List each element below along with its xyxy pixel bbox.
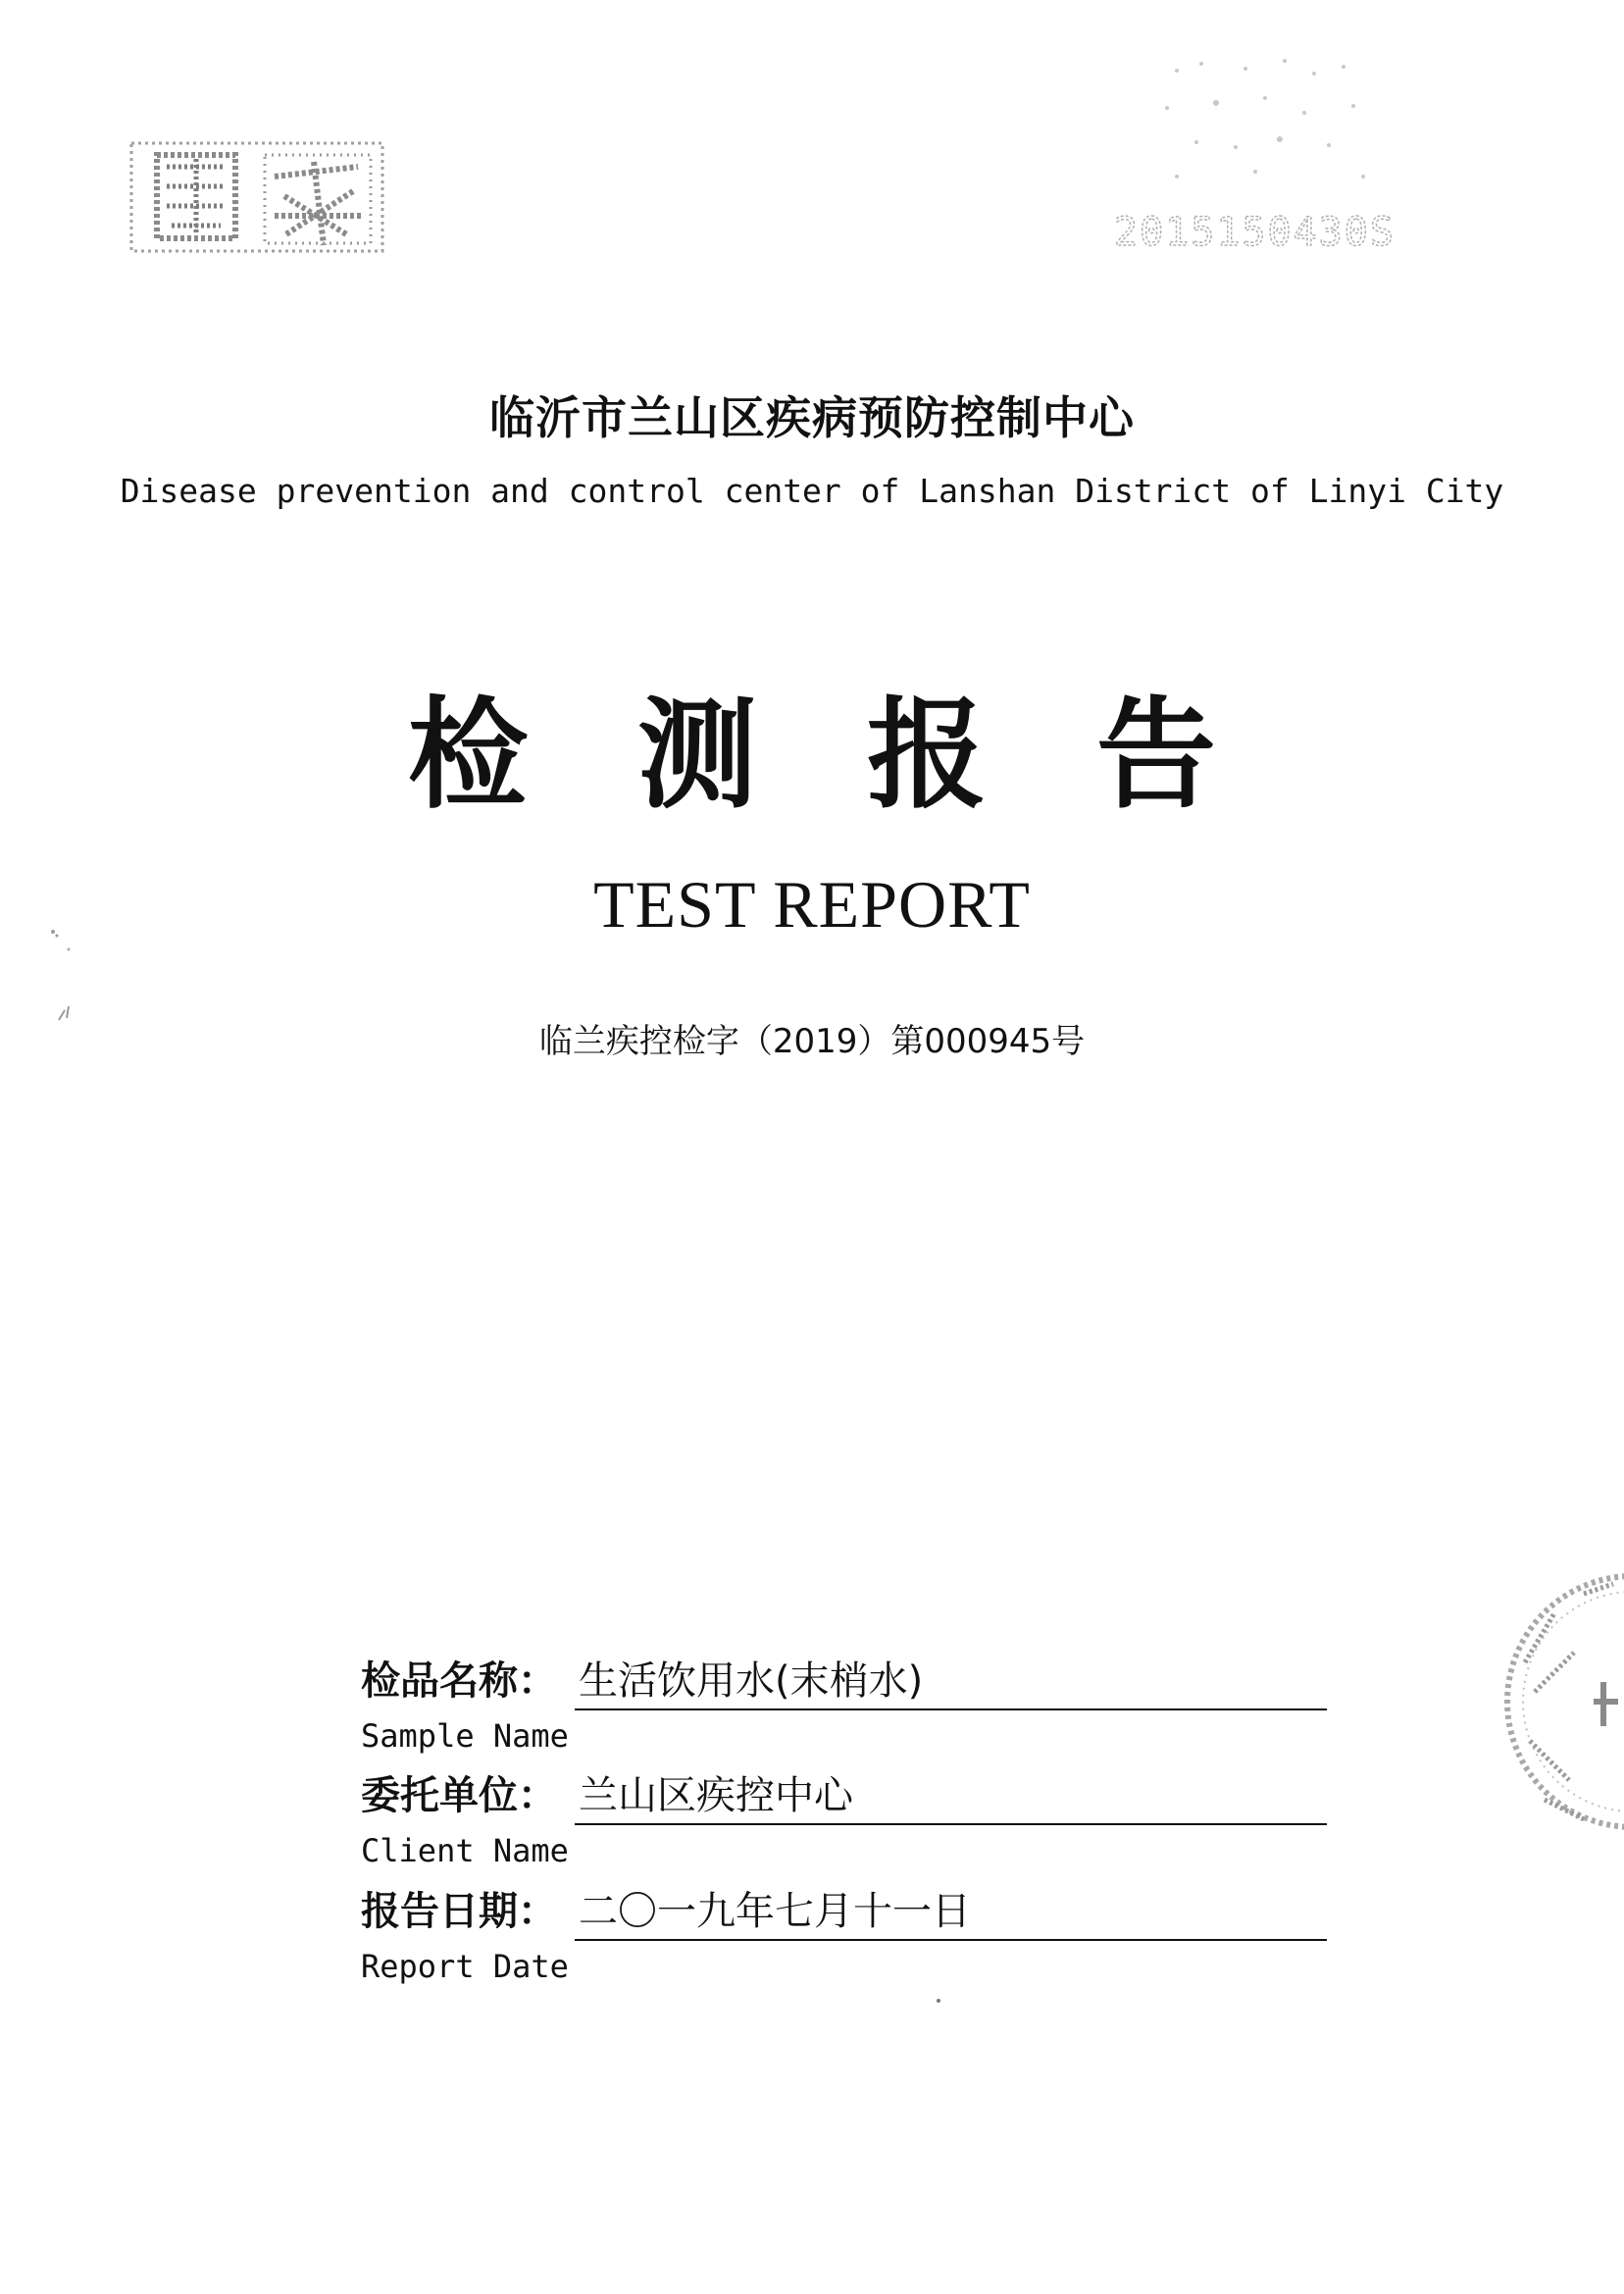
sample-name-label-cn: 检品名称： [361,1658,557,1704]
sample-name-underline [575,1708,1327,1710]
round-seal-stamp [1486,1555,1624,1849]
number-stamp [1108,49,1402,275]
svg-text:2015150430S: 2015150430S [1114,210,1396,255]
organization-name-cn: 临沂市兰山区疾病预防控制中心 [489,391,1135,444]
report-title-cn: 检测报告 [408,686,1326,825]
report-number: 临兰疾控检字（2019）第000945号 [538,1022,1086,1061]
sample-name-field [361,1656,1327,1763]
client-name-label-cn: 委托单位： [361,1773,557,1818]
scan-dot [937,1999,940,2003]
report-date-label-cn: 报告日期： [361,1889,557,1934]
square-seal-stamp [127,137,387,257]
sample-name-label-en: Sample Name [361,1717,569,1755]
client-name-underline [575,1823,1327,1825]
report-date-value: 二〇一九年七月十一日 [579,1889,971,1934]
report-date-label-en: Report Date [361,1948,569,1985]
report-date-underline [575,1939,1327,1941]
report-date-field [361,1886,1327,1994]
sample-name-value: 生活饮用水(末梢水) [579,1658,924,1704]
report-title-en: TEST REPORT [593,867,1031,942]
client-name-field [361,1770,1327,1878]
organization-name-en: Disease prevention and control center of Lanshan District of Linyi City [120,472,1504,510]
client-name-value: 兰山区疾控中心 [579,1773,853,1818]
client-name-label-en: Client Name [361,1832,569,1869]
